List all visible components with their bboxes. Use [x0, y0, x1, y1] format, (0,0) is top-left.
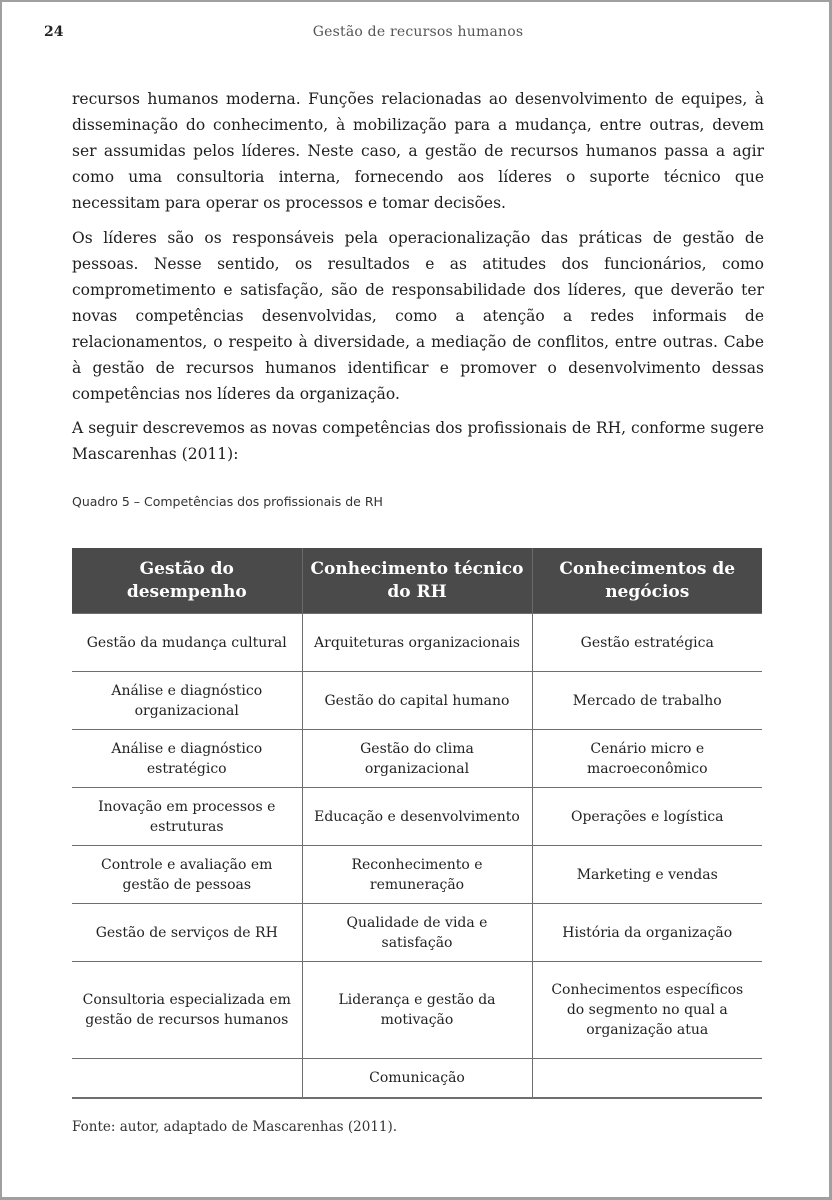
table-cell: Marketing e vendas	[532, 846, 762, 904]
table-cell: Comunicação	[302, 1059, 532, 1099]
table-cell: Mercado de trabalho	[532, 672, 762, 730]
table-header-row	[72, 548, 762, 614]
table-cell	[532, 1059, 762, 1099]
table-cell: Gestão do clima organizacional	[302, 730, 532, 788]
competencies-table	[72, 548, 762, 1099]
table-row	[72, 614, 762, 672]
table-row	[72, 846, 762, 904]
table-source-note: Fonte: autor, adaptado de Mascarenhas (2011).	[72, 1119, 398, 1135]
table-row	[72, 788, 762, 846]
table-cell: Gestão do capital humano	[302, 672, 532, 730]
page-number: 24	[44, 24, 64, 40]
column-header: Conhecimentos de negócios	[532, 548, 762, 614]
table-cell: História da organização	[532, 904, 762, 962]
column-header: Conhecimento técnico do RH	[302, 548, 532, 614]
table-caption: Quadro 5 – Competências dos profissionais de RH	[72, 494, 383, 509]
paragraph-3: A seguir descrevemos as novas competências dos profissionais de RH, conforme sugere Mascarenhas (2011):	[72, 419, 764, 463]
table-row	[72, 1059, 762, 1099]
paragraph-1: recursos humanos moderna. Funções relacionadas ao desenvolvimento de equipes, à disseminação do conhecimento, à mobilização para a mudança, entre outras, devem ser assumidas pelos líderes. Neste caso, a gestão de recursos humanos passa a agir como uma consultoria interna, fornecendo aos líderes o suporte técnico que necessitam para operar os processos e tomar decisões.	[72, 90, 764, 212]
table-cell: Consultoria especializada em gestão de recursos humanos	[72, 962, 302, 1059]
table-cell: Conhecimentos específicos do segmento no qual a organização atua	[532, 962, 762, 1059]
table-cell: Arquiteturas organizacionais	[302, 614, 532, 672]
table-cell: Gestão de serviços de RH	[72, 904, 302, 962]
table-cell: Inovação em processos e estruturas	[72, 788, 302, 846]
table-cell: Operações e logística	[532, 788, 762, 846]
table-cell: Educação e desenvolvimento	[302, 788, 532, 846]
table-row	[72, 904, 762, 962]
table-cell: Análise e diagnóstico estratégico	[72, 730, 302, 788]
table-row	[72, 962, 762, 1059]
table-cell: Qualidade de vida e satisfação	[302, 904, 532, 962]
table-cell: Gestão estratégica	[532, 614, 762, 672]
running-header-title: Gestão de recursos humanos	[312, 24, 524, 40]
table-cell: Análise e diagnóstico organizacional	[72, 672, 302, 730]
table-cell: Liderança e gestão da motivação	[302, 962, 532, 1059]
column-header: Gestão do desempenho	[72, 548, 302, 614]
paragraph-2: Os líderes são os responsáveis pela operacionalização das práticas de gestão de pessoas. Nesse sentido, os resultados e as atitudes dos funcionários, como comprometimento e satisfação, são de responsabilidade dos líderes, que deverão ter novas competências desenvolvidas, como a atenção a redes informais de relacionamentos, o respeito à diversidade, a mediação de conflitos, entre outras. Cabe à gestão de recursos humanos identificar e promover o desenvolvimento dessas competências nos líderes da organização.	[72, 229, 764, 403]
table-row	[72, 672, 762, 730]
table-cell: Gestão da mudança cultural	[72, 614, 302, 672]
table-cell: Controle e avaliação em gestão de pessoas	[72, 846, 302, 904]
table-cell: Cenário micro e macroeconômico	[532, 730, 762, 788]
table-cell	[72, 1059, 302, 1099]
table-cell: Reconhecimento e remuneração	[302, 846, 532, 904]
table-row	[72, 730, 762, 788]
